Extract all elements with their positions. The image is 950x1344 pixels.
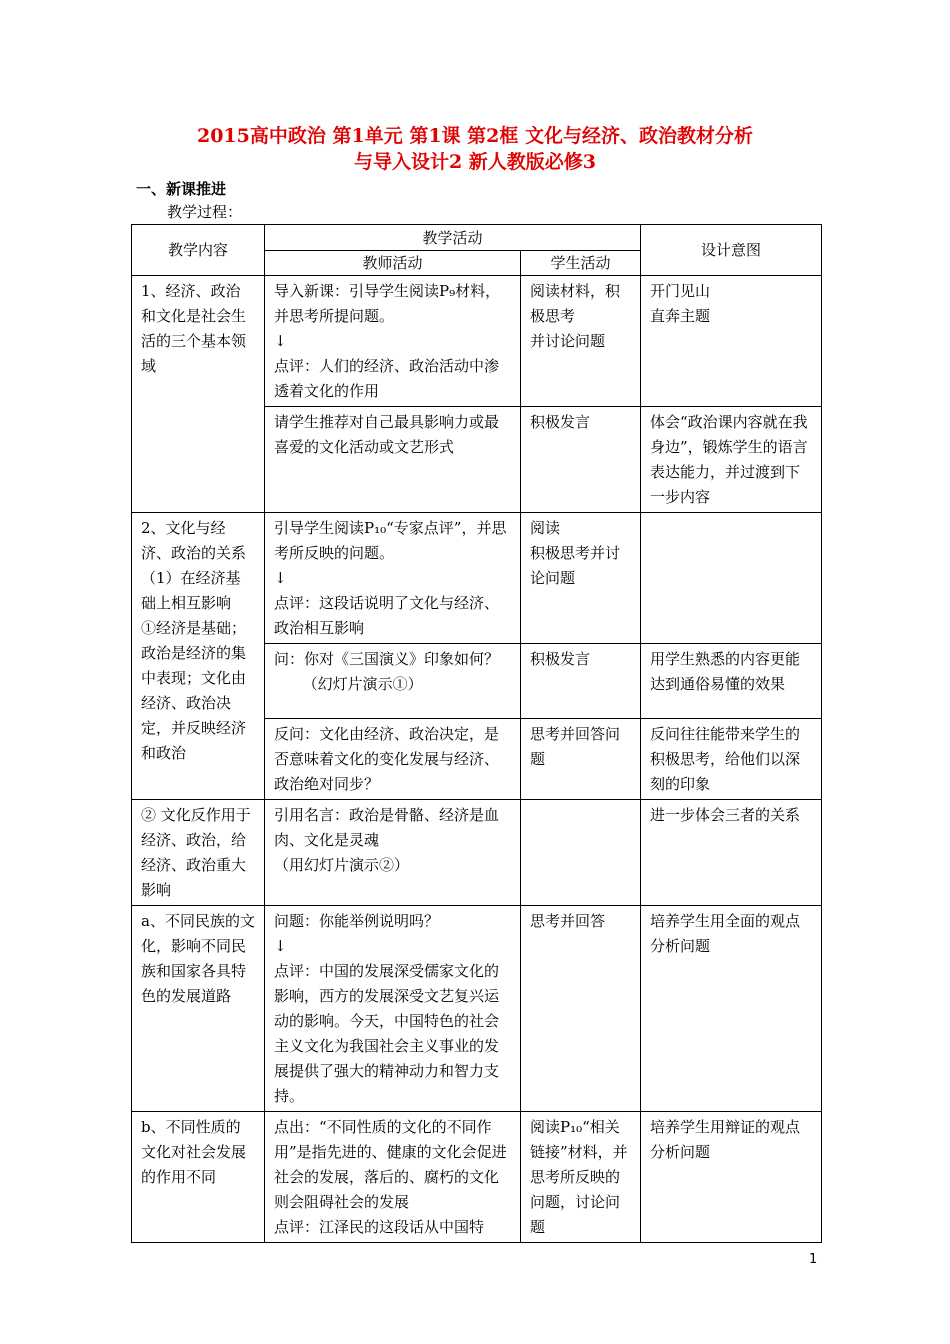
table-cell-teacher	[265, 644, 521, 719]
table-cell-intent	[641, 513, 822, 644]
cell-text: 引用名言：政治是骨骼、经济是血肉、文化是灵魂 （用幻灯片演示②）	[274, 806, 500, 874]
header-teacher: 教师活动	[265, 251, 521, 276]
cell-text: 点出：“不同性质的文化的不同作用”是指先进的、健康的文化会促进社会的发展，落后的、腐朽的文化则会阻碍社会的发展 点评：江泽民的这段话从中国特	[274, 1118, 507, 1236]
page-number: 1	[809, 1252, 818, 1267]
table-cell-teacher	[265, 906, 521, 1112]
table-cell-intent	[641, 800, 822, 906]
table-cell-teacher	[265, 407, 521, 513]
cell-text: 阅读材料，积极思考 并讨论问题	[530, 282, 621, 350]
cell-text: 培养学生用辩证的观点分析问题	[650, 1118, 801, 1161]
cell-text: 思考并回答	[530, 912, 606, 930]
cell-text: 阅读P₁₀“相关链接”材料，并思考所反映的问题，讨论问题	[530, 1118, 628, 1236]
document-title-line-2: 与导入设计2 新人教版必修3	[353, 151, 597, 173]
table-cell-student	[521, 513, 641, 644]
table-cell-intent	[641, 407, 822, 513]
table-cell-student	[521, 1112, 641, 1243]
table-cell-teacher	[265, 1112, 521, 1243]
table-cell-intent	[641, 276, 822, 407]
cell-text: 反问：文化由经济、政治决定，是否意味着文化的变化发展与经济、政治绝对同步？	[274, 725, 500, 793]
table-cell-student	[521, 644, 641, 719]
header-activity: 教学活动	[265, 225, 641, 251]
cell-text: 请学生推荐对自己最具影响力或最喜爱的文化活动或文艺形式	[274, 413, 500, 456]
cell-text: 用学生熟悉的内容更能达到通俗易懂的效果	[650, 650, 801, 693]
table-cell-teacher	[265, 719, 521, 800]
table-cell-intent	[641, 1112, 822, 1243]
table-cell-student	[521, 719, 641, 800]
cell-text: 思考并回答问题	[530, 725, 621, 768]
table-cell-teacher	[265, 513, 521, 644]
cell-text: 1、经济、政治和文化是社会生活的三个基本领域	[141, 282, 247, 375]
table-cell-content	[132, 513, 265, 800]
cell-text: 体会“政治课内容就在我身边”，锻炼学生的语言表达能力，并过渡到下一步内容	[650, 413, 808, 506]
table-cell-student	[521, 407, 641, 513]
table-cell-content	[132, 906, 265, 1112]
header-intent: 设计意图	[641, 225, 822, 276]
table-cell-teacher	[265, 276, 521, 407]
cell-text: 积极发言	[530, 413, 591, 431]
table-cell-content	[132, 276, 265, 513]
table-cell-student	[521, 800, 641, 906]
cell-text: 开门见山 直奔主题	[650, 282, 711, 325]
table-cell-intent	[641, 719, 822, 800]
cell-text: 导入新课：引导学生阅读P₉材料，并思考所提问题。 ↓ 点评：人们的经济、政治活动中渗透着文化的作用	[274, 282, 501, 400]
header-content: 教学内容	[132, 225, 265, 276]
cell-text: ② 文化反作用于经济、政治，给经济、政治重大影响	[141, 806, 251, 899]
document-title-line-1: 2015高中政治 第1单元 第1课 第2框 文化与经济、政治教材分析	[196, 125, 753, 147]
cell-text: 积极发言	[530, 650, 591, 668]
cell-text: 问题：你能举例说明吗？ ↓ 点评：中国的发展深受儒家文化的影响，西方的发展深受文艺复兴运动的影响。今天，中国特色的社会主义文化为我国社会主义事业的发展提供了强大的精神动力和智力支持。	[274, 912, 500, 1105]
intro-label: 教学过程：	[167, 203, 243, 221]
section-heading: 一、新课推进	[136, 180, 227, 198]
header-student: 学生活动	[521, 251, 641, 276]
cell-text: b、不同性质的文化对社会发展的作用不同	[141, 1118, 247, 1186]
cell-text: 阅读 积极思考并讨论问题	[530, 519, 621, 587]
table-cell-student	[521, 276, 641, 407]
table-cell-intent	[641, 644, 822, 719]
cell-text: a、不同民族的文化，影响不同民族和国家各具特色的发展道路	[141, 912, 255, 1005]
cell-text: 引导学生阅读P₁₀“专家点评”，并思考所反映的问题。 ↓ 点评：这段话说明了文化与经济、政治相互影响	[274, 519, 507, 637]
cell-text: 进一步体会三者的关系	[650, 806, 801, 824]
table-cell-content	[132, 1112, 265, 1243]
table-cell-teacher	[265, 800, 521, 906]
table-cell-intent	[641, 906, 822, 1112]
lesson-plan-table	[131, 224, 822, 1243]
table-cell-student	[521, 906, 641, 1112]
cell-text: 培养学生用全面的观点分析问题	[650, 912, 801, 955]
cell-text: 反问往往能带来学生的积极思考，给他们以深刻的印象	[650, 725, 801, 793]
cell-text: 2、文化与经济、政治的关系 （1）在经济基础上相互影响 ①经济是基础；政治是经济的集中表现；文化由经济、政治决定，并反映经济和政治	[141, 519, 247, 762]
cell-text: 问：你对《三国演义》印象如何？ （幻灯片演示①）	[274, 650, 500, 693]
table-cell-content	[132, 800, 265, 906]
